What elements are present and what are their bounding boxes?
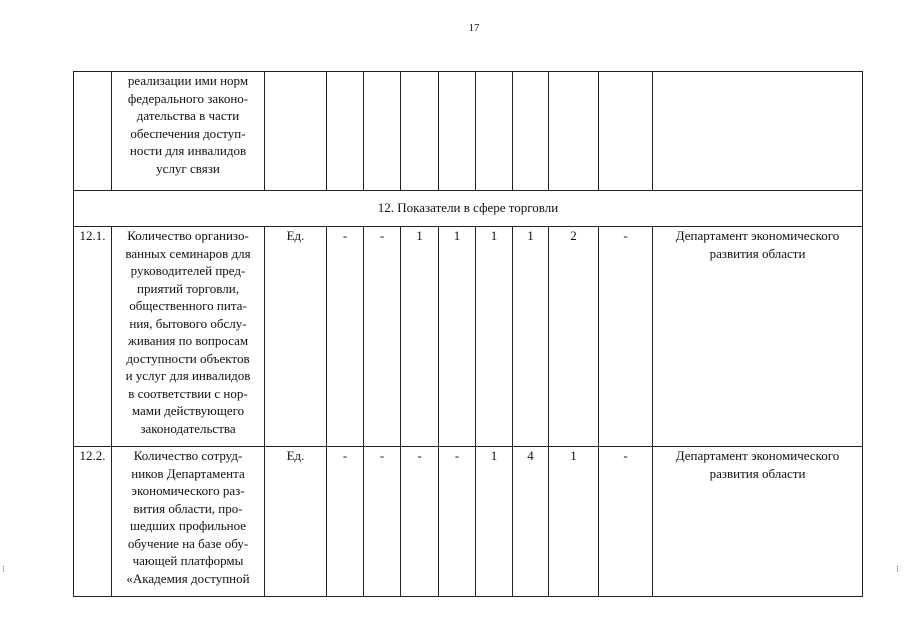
value-cell: - [599,447,653,597]
value-cell: 2 [549,227,599,447]
page-number: 17 [468,22,480,34]
name-line: ников Департамента [131,465,245,481]
name-line: экономического раз- [131,483,245,498]
name-line: руководителей пред- [130,263,246,278]
name-line: «Академия доступной [126,570,250,586]
continuation-row [74,72,863,191]
name-line: вития области, про- [133,500,243,516]
row-number: 12.2. [74,447,112,597]
name-line: обеспечения доступ- [130,125,246,141]
value-cell: - [364,227,401,447]
section-row [74,191,863,227]
section-title: 12. Показатели в сфере торговли [74,191,863,227]
value-cell: - [401,447,439,597]
unit-cell: Ед. [265,227,327,447]
value-cell: - [327,447,364,597]
name-line: мами действующего [131,403,245,418]
value-cell [549,72,599,191]
row-number: 12.1. [74,227,112,447]
responsible-cell: Департамент экономического развития области [653,227,863,447]
value-cell: - [364,447,401,597]
table-row [74,447,863,597]
name-line: Количество сотруд- [133,448,243,463]
value-cell: 1 [476,227,513,447]
name-line: федерального законо- [127,90,249,106]
indicator-name-cell [112,72,265,191]
value-cell: 1 [476,447,513,597]
scan-edge-mark: ⁝ [896,564,899,574]
value-cell [364,72,401,191]
value-cell: 1 [549,447,599,597]
name-line: дательства в части [136,108,240,123]
name-line: реализации ими норм [127,73,249,88]
name-line: услуг связи [156,160,220,176]
value-cell [476,72,513,191]
name-line: чающей платформы [132,553,244,568]
indicator-name-cell [112,447,265,597]
unit-cell [265,72,327,191]
value-cell: - [327,227,364,447]
name-line: ния, бытового обслу- [129,315,247,331]
name-line: Количество организо- [127,228,249,243]
responsible-cell [653,72,863,191]
name-line: ности для инвалидов [129,143,247,158]
value-cell: - [599,227,653,447]
value-cell: 1 [401,227,439,447]
value-cell [599,72,653,191]
name-line: приятий торговли, [137,280,239,296]
value-cell [513,72,549,191]
name-line: и услуг для инвалидов [125,368,251,383]
table-row [74,227,863,447]
name-line: общественного пита- [129,298,247,313]
indicator-table [73,71,863,597]
value-cell: - [439,447,476,597]
value-cell [327,72,364,191]
scan-edge-mark: ⁝ [2,564,5,574]
value-cell: 1 [513,227,549,447]
name-line: доступности объектов [126,350,250,366]
unit-cell: Ед. [265,447,327,597]
responsible-cell: Департамент экономического развития области [653,447,863,597]
value-cell: 4 [513,447,549,597]
name-line: законодательства [140,420,236,436]
name-line: обучение на базе обу- [127,535,249,551]
name-line: ванных семинаров для [125,245,251,261]
indicator-name-cell [112,227,265,447]
name-line: живания по вопросам [127,333,249,348]
value-cell [401,72,439,191]
value-cell [439,72,476,191]
name-line: в соответствии с нор- [128,385,248,401]
name-line: шедших профильное [129,518,247,533]
row-number-cell [74,72,112,191]
value-cell: 1 [439,227,476,447]
